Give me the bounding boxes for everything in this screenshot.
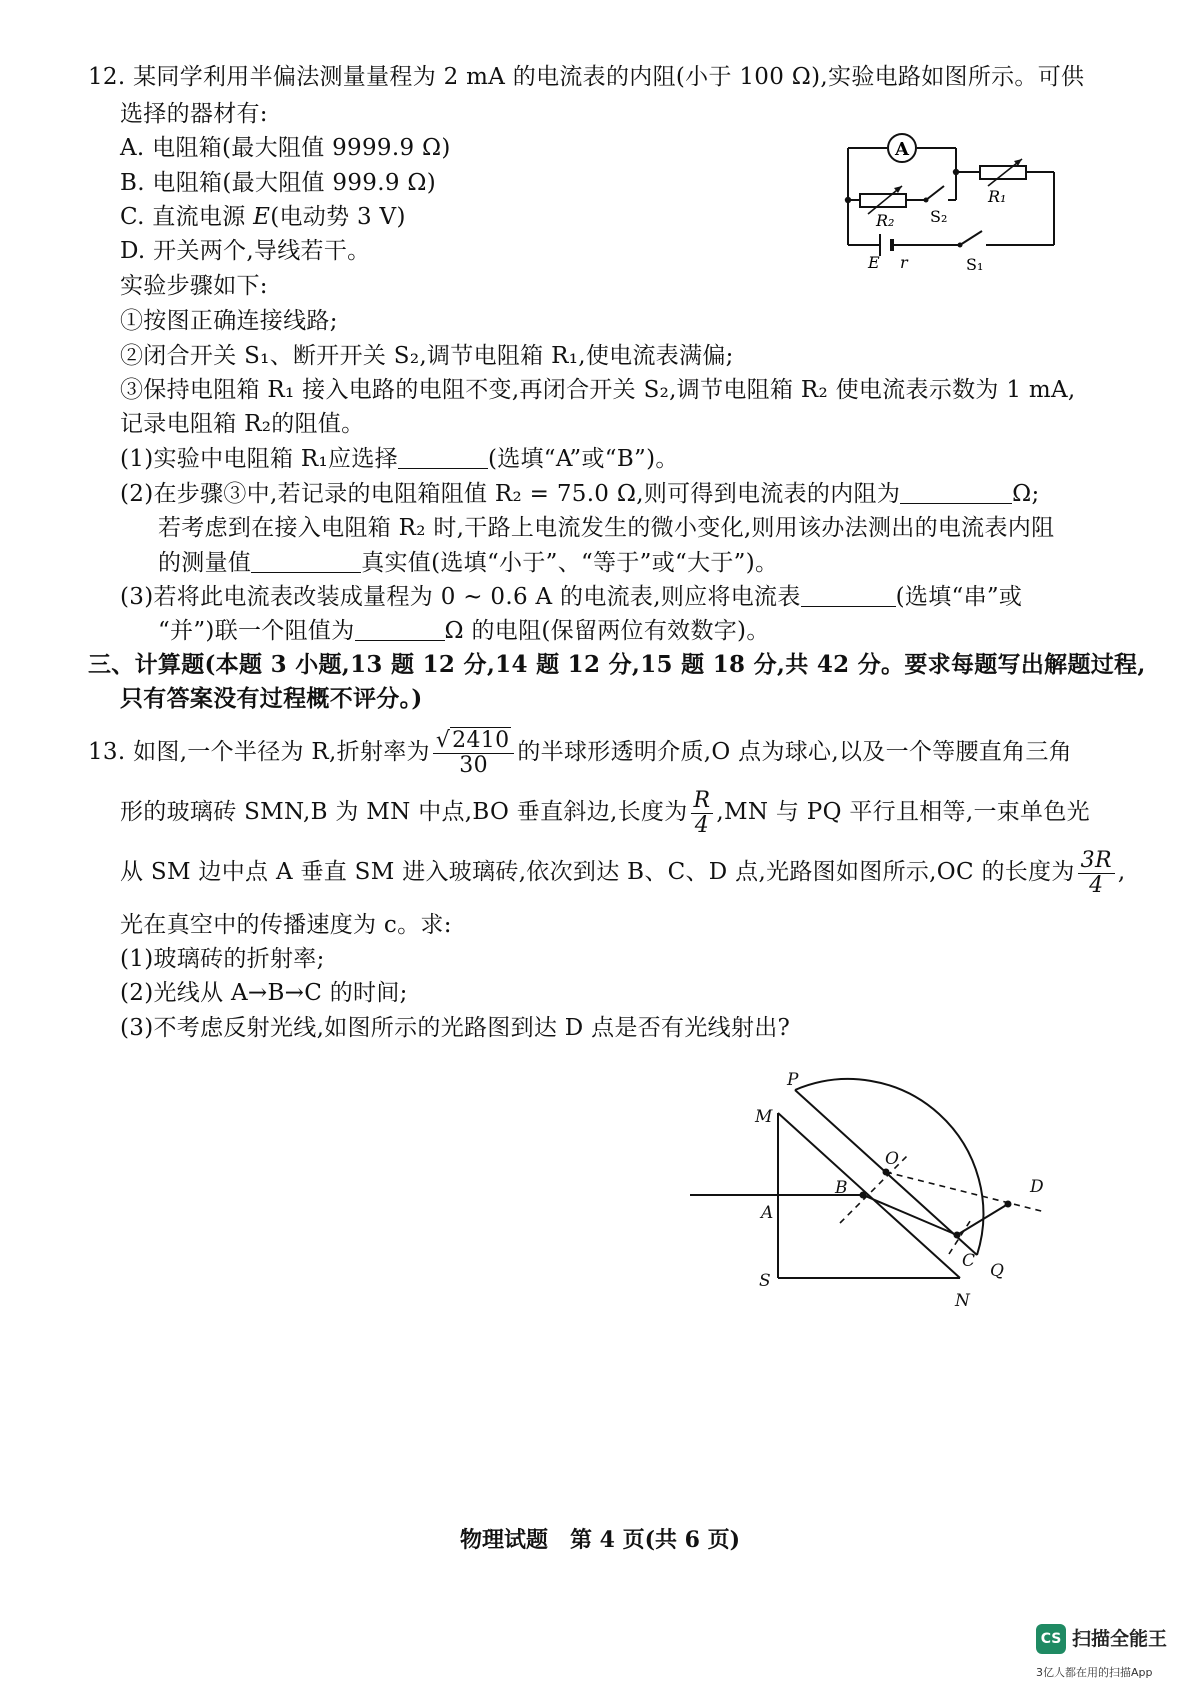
q12-stem-line2: 选择的器材有:	[120, 101, 268, 127]
answer-blank	[398, 446, 488, 469]
label-d: D	[1030, 1177, 1044, 1197]
q12-part3-line1: (3)若将此电流表改装成量程为 0 ~ 0.6 A 的电流表,则应将电流表 (选填“串”或	[120, 584, 1023, 610]
q12-option-a: A. 电阻箱(最大阻值 9999.9 Ω)	[120, 135, 451, 161]
ammeter-label: A	[895, 139, 909, 160]
optics-light-path-diagram	[685, 1040, 1065, 1320]
answer-blank	[900, 481, 1012, 504]
q12-stem-line1: 12. 某同学利用半偏法测量量程为 2 mA 的电流表的内阻(小于 100 Ω),实验电路如图所示。可供	[88, 64, 1085, 90]
label-o: O	[885, 1149, 899, 1169]
s2-label: S₂	[930, 207, 948, 226]
r2-label: R₂	[876, 211, 895, 230]
scanner-logo-icon: CS	[1036, 1624, 1066, 1654]
q13-line1: 13. 如图,一个半径为 R,折射率为 $\frac{√2410}{30}$ 的半球形透明介质,O 点为球心,以及一个等腰直角三角	[88, 727, 1072, 778]
q13-part3: (3)不考虑反射光线,如图所示的光路图到达 D 点是否有光线射出?	[120, 1015, 791, 1041]
q12-part3-line2: “并”)联一个阻值为 Ω 的电阻(保留两位有效数字)。	[158, 618, 770, 644]
scanner-watermark	[1036, 1620, 1196, 1690]
q12-part1: (1)实验中电阻箱 R₁应选择 (选填“A”或“B”)。	[120, 446, 679, 472]
q12-option-d: D. 开关两个,导线若干。	[120, 238, 371, 264]
label-a: A	[761, 1203, 774, 1223]
r1-label: R₁	[988, 187, 1007, 206]
q12-option-b: B. 电阻箱(最大阻值 999.9 Ω)	[120, 170, 437, 196]
scanner-tagline: 3亿人都在用的扫描App	[1036, 1666, 1153, 1679]
source-e-label: E	[868, 253, 880, 272]
q12-part2-line2: 若考虑到在接入电阻箱 R₂ 时,干路上电流发生的微小变化,则用该办法测出的电流表内阻	[158, 515, 1055, 541]
q12-step3-line2: 记录电阻箱 R₂的阻值。	[120, 411, 365, 437]
q12-option-c: C. 直流电源 E(电动势 3 V)	[120, 204, 406, 230]
label-p: P	[787, 1070, 799, 1090]
q12-part2-line1: (2)在步骤③中,若记录的电阻箱阻值 R₂ = 75.0 Ω,则可得到电流表的内阻为 Ω;	[120, 481, 1040, 507]
half-deflection-circuit-diagram	[840, 130, 1075, 280]
q13-part1: (1)玻璃砖的折射率;	[120, 946, 325, 972]
q13-part2: (2)光线从 A→B→C 的时间;	[120, 980, 408, 1006]
q12-step1: ①按图正确连接线路;	[120, 308, 338, 334]
q12-step2: ②闭合开关 S₁、断开开关 S₂,调节电阻箱 R₁,使电流表满偏;	[120, 343, 734, 369]
q13-line2: 形的玻璃砖 SMN,B 为 MN 中点,BO 垂直斜边,长度为 $\frac{R}{4}$ ,MN 与 PQ 平行且相等,一束单色光	[120, 787, 1090, 838]
label-n: N	[955, 1291, 970, 1311]
label-b: B	[835, 1178, 848, 1198]
scanner-app-name: 扫描全能王	[1072, 1628, 1168, 1650]
answer-blank	[251, 550, 361, 573]
q12-step3-line1: ③保持电阻箱 R₁ 接入电路的电阻不变,再闭合开关 S₂,调节电阻箱 R₂ 使电流表示数为 1 mA,	[120, 377, 1076, 403]
answer-blank	[355, 618, 445, 641]
label-m: M	[755, 1107, 773, 1127]
label-s: S	[759, 1271, 771, 1291]
q13-line3: 从 SM 边中点 A 垂直 SM 进入玻璃砖,依次到达 B、C、D 点,光路图如图所示,OC 的长度为 $\frac{3R}{4}$ ,	[120, 847, 1126, 898]
section3-heading-line1: 三、计算题(本题 3 小题,13 题 12 分,14 题 12 分,15 题 18 分,共 42 分。要求每题写出解题过程,	[88, 651, 1146, 678]
label-c: C	[962, 1251, 976, 1271]
q12-steps-title: 实验步骤如下:	[120, 273, 268, 299]
q12-part2-line3: 的测量值 真实值(选填“小于”、“等于”或“大于”)。	[158, 550, 779, 576]
s1-label: S₁	[966, 255, 984, 274]
answer-blank	[801, 584, 896, 607]
q13-line4: 光在真空中的传播速度为 c。求:	[120, 912, 452, 938]
section3-heading-line2: 只有答案没有过程概不评分。)	[120, 685, 423, 712]
page-footer: 物理试题 第 4 页(共 6 页)	[459, 1527, 741, 1553]
label-q: Q	[990, 1261, 1004, 1281]
internal-resistance-label: r	[900, 253, 908, 272]
